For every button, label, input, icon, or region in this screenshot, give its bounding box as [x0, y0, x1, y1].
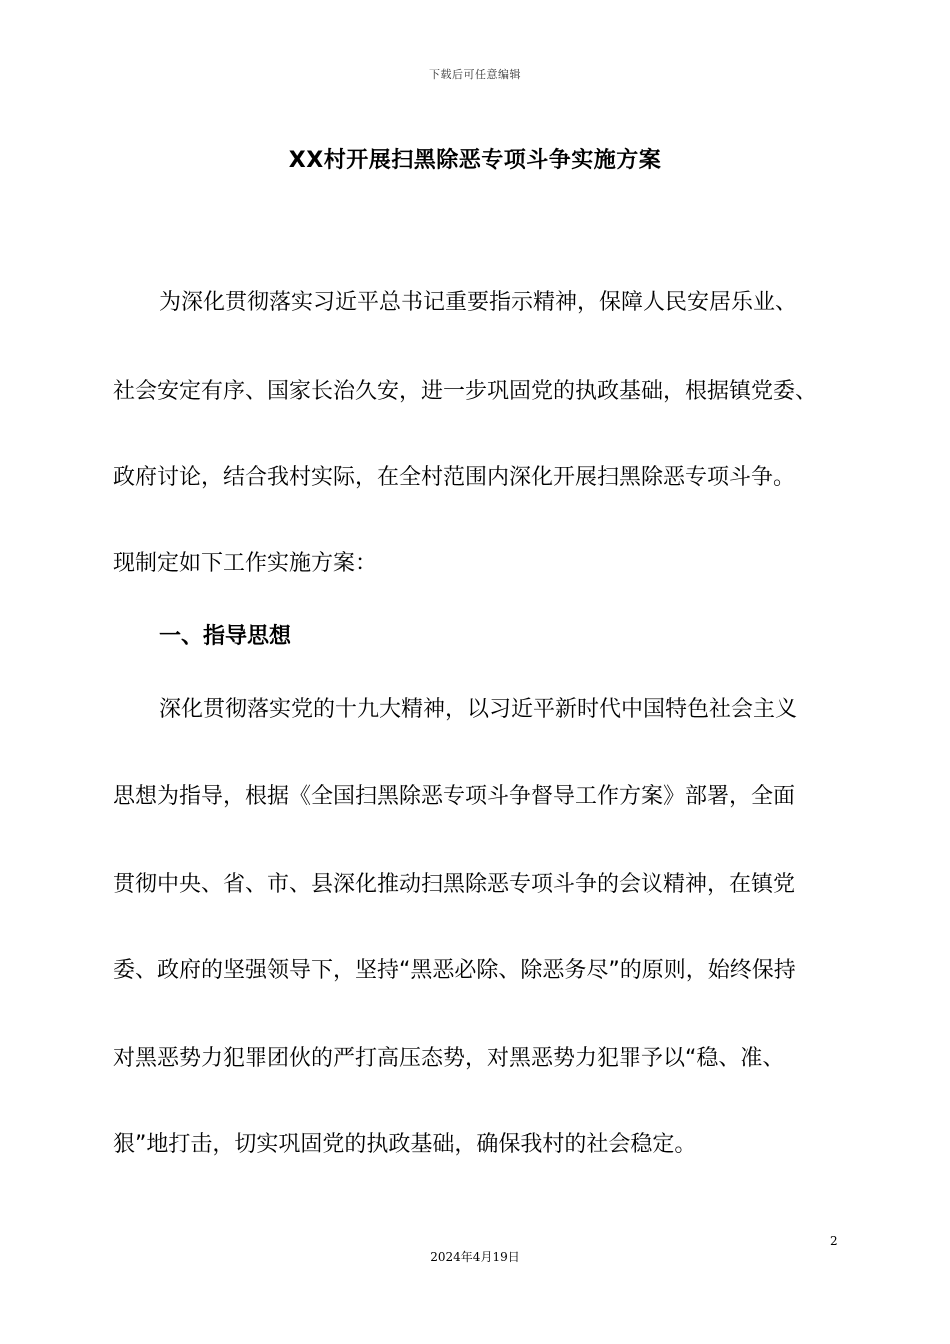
- paragraph-line: 贯彻中央、省、市、县深化推动扫黑除恶专项斗争的会议精神，在镇党: [113, 872, 796, 897]
- paragraph-line: 为深化贯彻落实习近平总书记重要指示精神，保障人民安居乐业、: [159, 290, 798, 315]
- page-number: 2: [830, 1234, 838, 1248]
- header-note: 下载后可任意编辑: [429, 68, 521, 81]
- footer-date: 2024年4月19日: [430, 1250, 520, 1264]
- paragraph-line: 对黑恶势力犯罪团伙的严打高压态势，对黑恶势力犯罪予以“稳、准、: [113, 1046, 785, 1071]
- paragraph-line: 社会安定有序、国家长治久安，进一步巩固党的执政基础，根据镇党委、: [113, 379, 818, 404]
- paragraph-line: 思想为指导，根据《全国扫黑除恶专项斗争督导工作方案》部署，全面: [113, 784, 796, 809]
- section-heading: 一、指导思想: [159, 624, 292, 649]
- document-title: XX村开展扫黑除恶专项斗争实施方案: [288, 148, 662, 173]
- paragraph-line: 现制定如下工作实施方案：: [113, 551, 378, 576]
- paragraph-line: 狠”地打击，切实巩固党的执政基础，确保我村的社会稳定。: [113, 1132, 697, 1157]
- paragraph-line: 深化贯彻落实党的十九大精神，以习近平新时代中国特色社会主义: [159, 697, 798, 722]
- paragraph-line: 政府讨论，结合我村实际，在全村范围内深化开展扫黑除恶专项斗争。: [113, 465, 796, 490]
- paragraph-line: 委、政府的坚强领导下，坚持“黑恶必除、除恶务尽”的原则，始终保持: [113, 958, 796, 983]
